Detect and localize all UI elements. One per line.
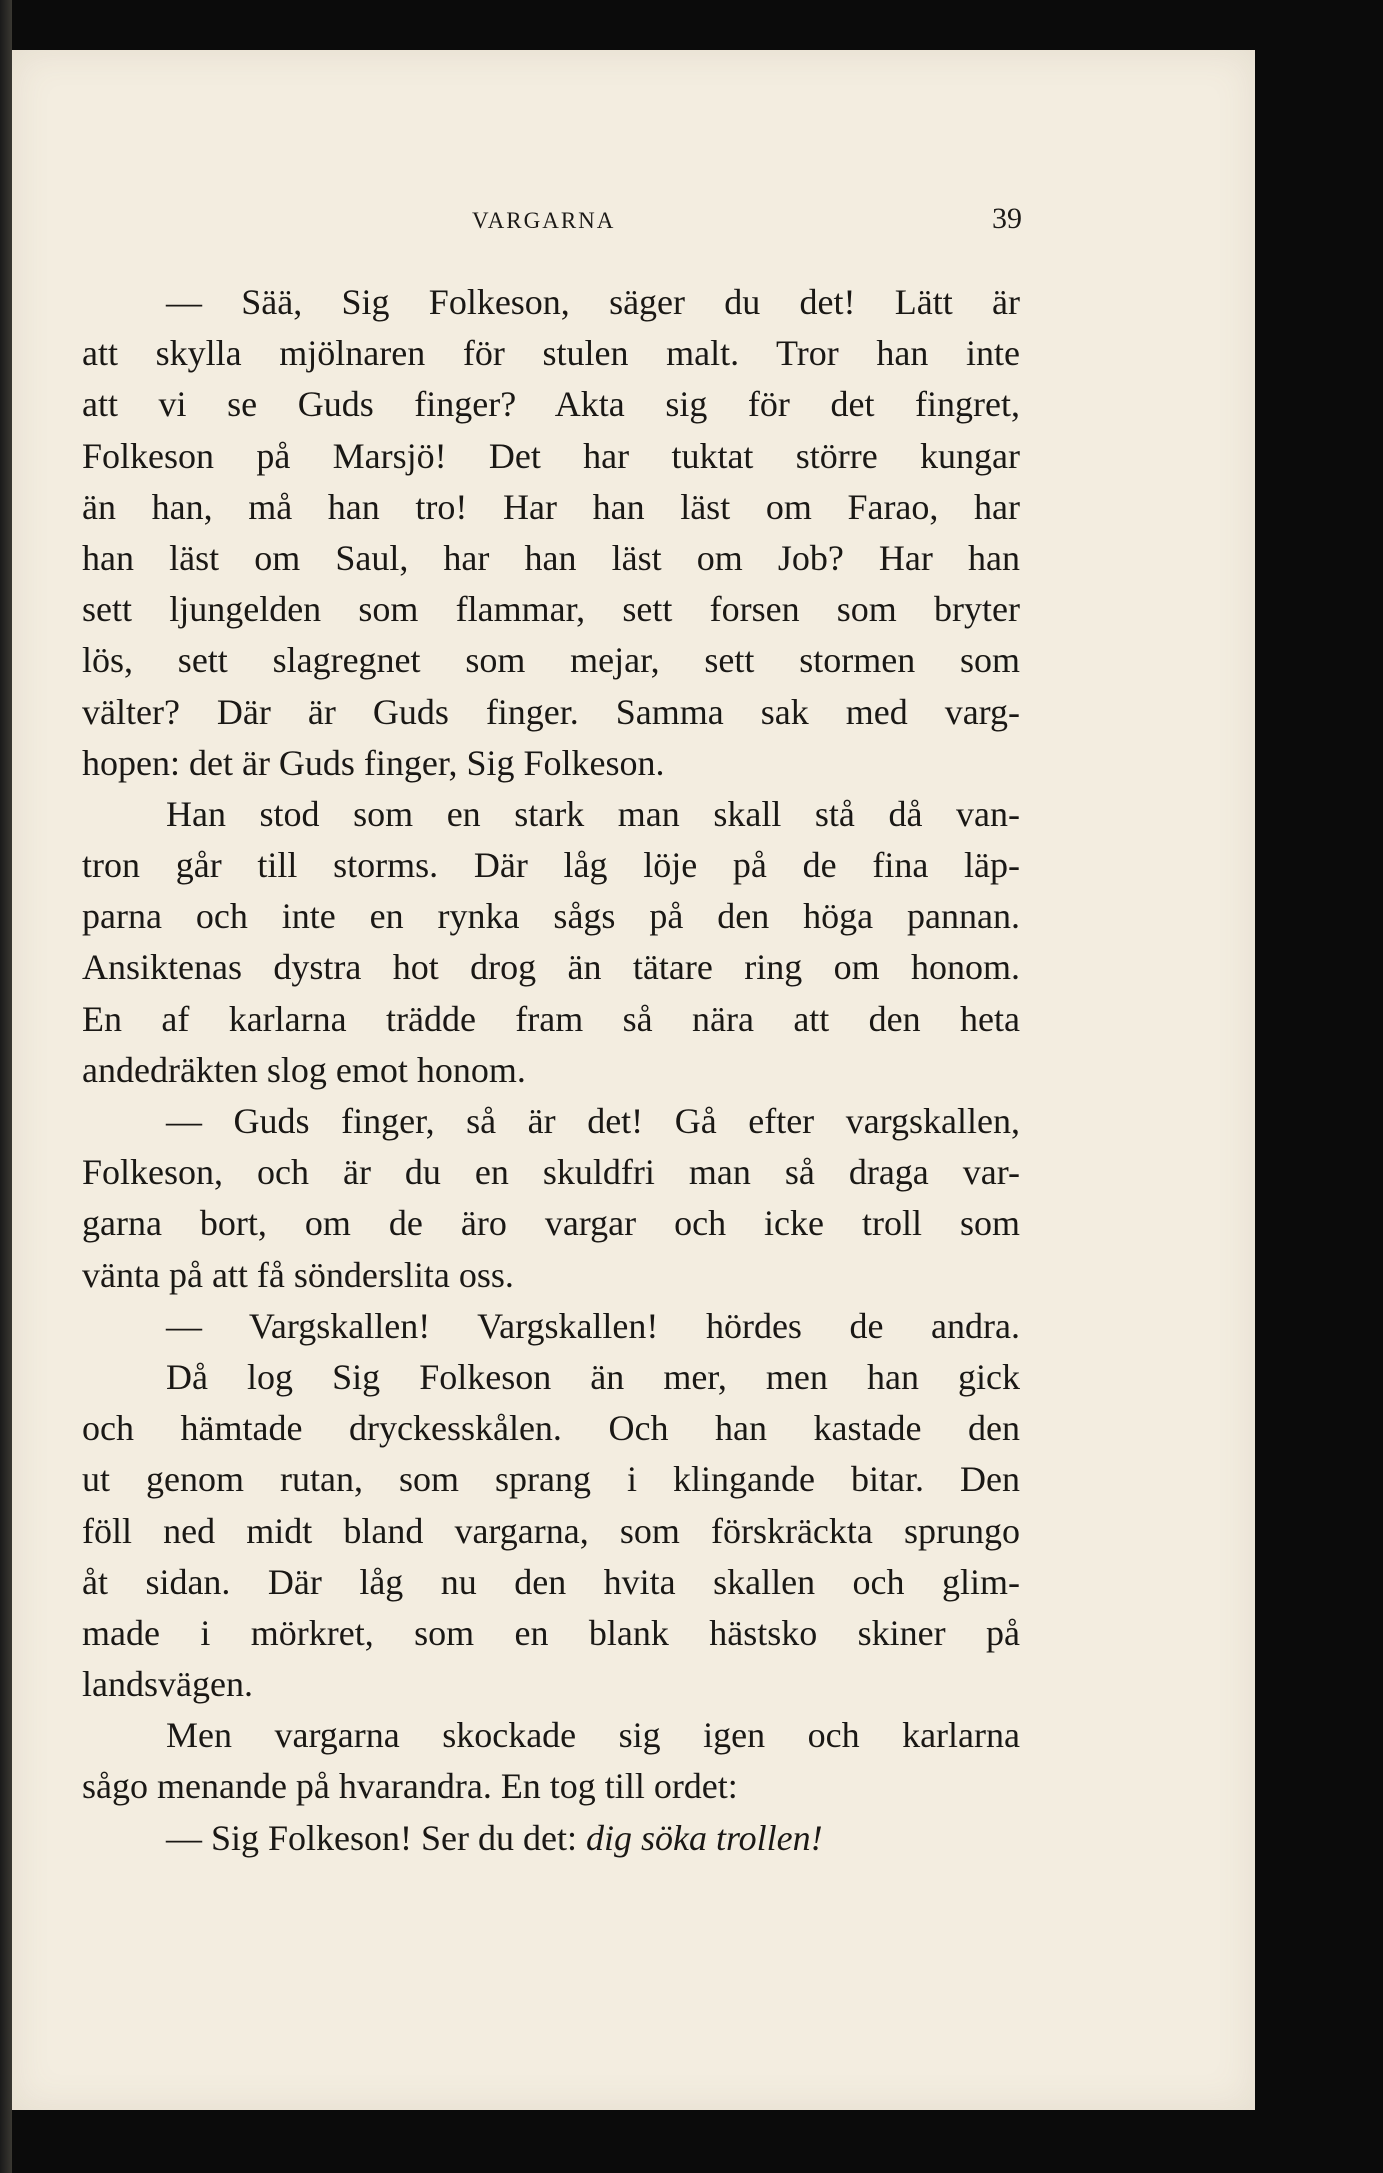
text-line: han läst om Saul, har han läst om Job? Har han bbox=[82, 537, 1020, 578]
text-line: vänta på att få sönderslita oss. bbox=[82, 1254, 514, 1295]
text-line: landsvägen. bbox=[82, 1664, 253, 1705]
scan-edge bbox=[0, 0, 12, 2173]
text-line: ut genom rutan, som sprang i klingande bitar. Den bbox=[82, 1459, 1020, 1500]
text-line: Han stod som en stark man skall stå då van- bbox=[166, 793, 1020, 834]
text-line: hopen: det är Guds finger, Sig Folkeson. bbox=[82, 742, 665, 783]
text-line: och hämtade dryckesskålen. Och han kastade den bbox=[82, 1408, 1020, 1449]
text-line: andedräkten slog emot honom. bbox=[82, 1049, 526, 1090]
running-head: VARGARNA bbox=[472, 208, 616, 233]
text-line: tron går till storms. Där låg löje på de fina läp- bbox=[82, 845, 1020, 886]
text-line: — Guds finger, så är det! Gå efter vargskallen, bbox=[166, 1101, 1020, 1141]
text-line: made i mörkret, som en blank hästsko skiner på bbox=[82, 1612, 1020, 1653]
text-line: sågo menande på hvarandra. En tog till ordet: bbox=[82, 1766, 738, 1807]
text-line: föll ned midt bland vargarna, som förskräckta sprungo bbox=[82, 1510, 1020, 1551]
text-line: — Vargskallen! Vargskallen! hördes de andra. bbox=[166, 1305, 1020, 1346]
final-line-prefix: — Sig Folkeson! Ser du det: bbox=[166, 1817, 586, 1858]
text-line: — Sää, Sig Folkeson, säger du det! Lätt är bbox=[166, 282, 1020, 322]
text-line: Då log Sig Folkeson än mer, men han gick bbox=[166, 1356, 1020, 1397]
text-line: Ansiktenas dystra hot drog än tätare ring om honom. bbox=[82, 947, 1020, 988]
text-line-final bbox=[82, 1813, 1020, 1864]
final-line-italic: dig söka trollen! bbox=[586, 1817, 823, 1858]
text-line: åt sidan. Där låg nu den hvita skallen och glim- bbox=[82, 1561, 1020, 1602]
text-line: Folkeson på Marsjö! Det har tuktat större kungar bbox=[82, 435, 1020, 476]
text-lines bbox=[82, 277, 1020, 1813]
page-number: 39 bbox=[992, 202, 1022, 235]
text-line: att skylla mjölnaren för stulen malt. Tror han inte bbox=[82, 333, 1020, 374]
text-line: garna bort, om de äro vargar och icke troll som bbox=[82, 1203, 1020, 1244]
text-line: En af karlarna trädde fram så nära att den heta bbox=[82, 998, 1020, 1039]
page-header bbox=[72, 198, 1022, 248]
text-line: parna och inte en rynka sågs på den höga pannan. bbox=[82, 896, 1020, 937]
text-line: än han, må han tro! Har han läst om Farao, har bbox=[82, 486, 1020, 527]
text-line: Folkeson, och är du en skuldfri man så draga var- bbox=[82, 1152, 1020, 1193]
body-text bbox=[82, 277, 1020, 1864]
text-line: att vi se Guds finger? Akta sig för det fingret, bbox=[82, 384, 1020, 425]
text-line: lös, sett slagregnet som mejar, sett stormen som bbox=[82, 640, 1020, 681]
text-line: välter? Där är Guds finger. Samma sak med varg- bbox=[82, 691, 1020, 732]
text-line: Men vargarna skockade sig igen och karlarna bbox=[166, 1715, 1020, 1756]
text-line: sett ljungelden som flammar, sett forsen som bryter bbox=[82, 589, 1020, 630]
